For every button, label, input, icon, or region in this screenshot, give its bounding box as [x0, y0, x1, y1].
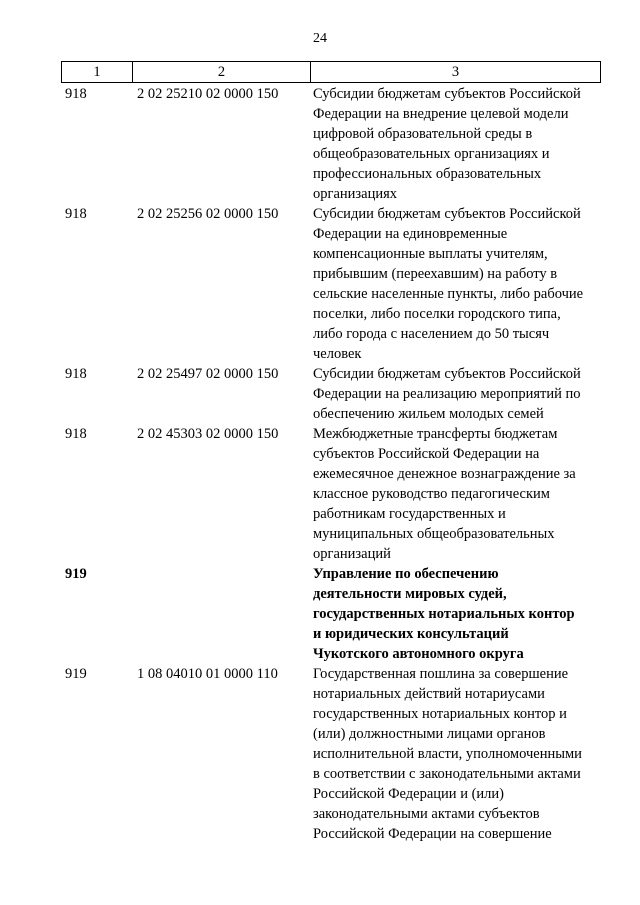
description-line: ежемесячное денежное вознаграждение за: [313, 466, 576, 482]
description-line: Чукотского автономного округа: [313, 646, 524, 662]
description-line: Федерации на внедрение целевой модели: [313, 106, 569, 122]
table-row: [61, 204, 601, 364]
table-row: [61, 364, 601, 424]
admin-code-cell: 918: [65, 206, 87, 222]
description-cell: [308, 84, 601, 204]
description-line: организациях: [313, 186, 398, 202]
admin-code-cell: 919: [65, 666, 87, 682]
admin-code-cell: 918: [65, 366, 87, 382]
description-cell: [308, 424, 601, 564]
table-row: [61, 424, 601, 564]
description-line: и юридических консультаций: [313, 626, 509, 642]
table-row: [61, 664, 601, 844]
header-col-3: 3: [451, 63, 460, 80]
description-line: Федерации на реализацию мероприятий по: [313, 386, 581, 402]
description-line: работникам государственных и: [313, 506, 506, 522]
page-number: 24: [313, 31, 327, 46]
description-line: человек: [313, 346, 362, 362]
description-line: муниципальных общеобразовательных: [313, 526, 555, 542]
description-line: Субсидии бюджетам субъектов Российской: [313, 206, 581, 222]
description-line: законодательными актами субъектов: [313, 806, 540, 822]
description-line: исполнительной власти, уполномоченными: [313, 746, 582, 762]
description-cell: [308, 204, 601, 364]
description-line: деятельности мировых судей,: [313, 586, 507, 602]
description-line: субъектов Российской Федерации на: [313, 446, 540, 462]
description-cell: [308, 364, 601, 424]
description-cell: [308, 564, 601, 664]
description-line: в соответствии с законодательными актами: [313, 766, 581, 782]
admin-code-cell: 918: [65, 426, 87, 442]
description-line: цифровой образовательной среды в: [313, 126, 533, 142]
table-body: [61, 84, 601, 844]
table-row: [61, 564, 601, 664]
description-line: Государственная пошлина за совершение: [313, 666, 569, 682]
income-code-cell: 1 08 04010 01 0000 110: [137, 666, 278, 682]
description-line: Субсидии бюджетам субъектов Российской: [313, 86, 581, 102]
description-line: Российской Федерации и (или): [313, 786, 504, 802]
description-line: (или) должностными лицами органов: [313, 726, 546, 742]
description-line: государственных нотариальных контор и: [313, 706, 567, 722]
income-code-cell: 2 02 45303 02 0000 150: [137, 426, 279, 442]
description-line: поселки, либо поселки городского типа,: [313, 306, 561, 322]
description-line: Российской Федерации на совершение: [313, 826, 552, 842]
income-code-cell: 2 02 25256 02 0000 150: [137, 206, 279, 222]
description-line: прибывшим (переехавшим) на работу в: [313, 266, 558, 282]
description-line: организаций: [313, 546, 391, 562]
description-line: Федерации на единовременные: [313, 226, 508, 242]
description-line: Межбюджетные трансферты бюджетам: [313, 426, 558, 442]
description-line: сельские населенные пункты, либо рабочие: [313, 286, 584, 302]
table-row: [61, 84, 601, 204]
description-cell: [308, 664, 601, 844]
description-line: компенсационные выплаты учителям,: [313, 246, 548, 262]
header-col-2: 2: [133, 62, 311, 82]
description-line: обеспечению жильем молодых семей: [313, 406, 544, 422]
income-code-cell: 2 02 25210 02 0000 150: [137, 86, 279, 102]
description-line: либо города с населением до 50 тысяч: [313, 326, 550, 342]
description-line: Управление по обеспечению: [313, 566, 499, 582]
income-code-cell: 2 02 25497 02 0000 150: [137, 366, 279, 382]
admin-code-cell: 919: [65, 566, 87, 582]
admin-code-cell: 918: [65, 86, 87, 102]
header-col-1: 1: [62, 62, 133, 82]
description-line: Субсидии бюджетам субъектов Российской: [313, 366, 581, 382]
table-header: [61, 61, 601, 83]
description-line: классное руководство педагогическим: [313, 486, 550, 502]
description-line: общеобразовательных организациях и: [313, 146, 550, 162]
description-line: профессиональных образовательных: [313, 166, 542, 182]
description-line: нотариальных действий нотариусами: [313, 686, 545, 702]
income-code-cell: [131, 564, 308, 664]
description-line: государственных нотариальных контор: [313, 606, 575, 622]
